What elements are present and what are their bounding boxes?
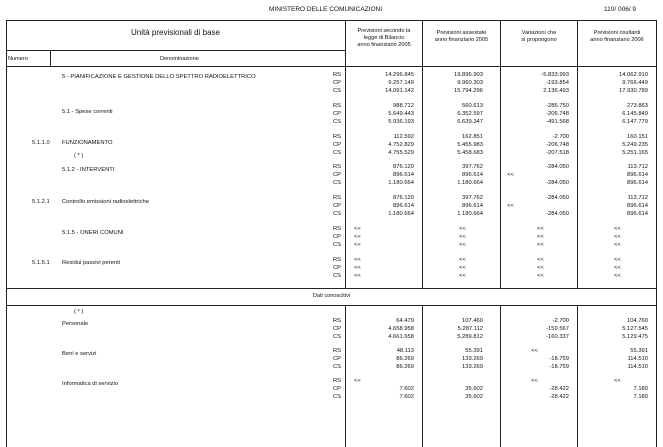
cell: << <box>459 226 466 232</box>
cell: << <box>537 257 544 263</box>
cell: 14.296.845 <box>384 72 414 78</box>
cell: << <box>459 257 466 263</box>
cell: 896.614 <box>627 171 648 178</box>
dati-row-denominazione: Personale <box>62 321 89 327</box>
row-denominazione: 5.1.2 - INTERVENTI <box>62 167 115 173</box>
row-codes <box>333 72 341 96</box>
code-rs: RS <box>333 72 342 78</box>
cell: << <box>531 348 538 354</box>
code-cs: CS <box>333 149 342 156</box>
row-col3 <box>501 103 569 127</box>
cell: << <box>531 378 538 384</box>
row-denominazione: FUNZIONAMENTO <box>62 140 113 146</box>
code-cp: CP <box>333 233 342 240</box>
cell: 896.614 <box>393 171 414 178</box>
cell: 64.479 <box>396 318 414 324</box>
row-col2 <box>423 72 483 96</box>
col3-heading <box>501 30 577 44</box>
dati-section-top-border <box>6 288 657 289</box>
col4-heading-line: anno finanziario 2006 <box>590 37 644 43</box>
cell: << <box>537 233 544 240</box>
cell: 114.510 <box>627 363 648 370</box>
row-col1 <box>346 378 414 402</box>
row-note: ( * ) <box>74 153 84 159</box>
row-denominazione: Controllo emissioni radioelettriche <box>62 199 149 205</box>
code-cs: CS <box>333 393 342 400</box>
cell: -28.422 <box>549 393 569 400</box>
cell: << <box>354 226 361 232</box>
cell: 896.614 <box>627 210 648 217</box>
row-denominazione: 5.1.5 - ONERI COMUNI <box>62 230 124 236</box>
col4-heading <box>578 30 656 44</box>
row-col2 <box>459 226 466 250</box>
row-codes <box>333 378 341 402</box>
col1-heading-line: anno finanziario 2005 <box>357 42 411 48</box>
dati-row-denominazione: Beni e servizi <box>62 351 97 357</box>
cell: -18.759 <box>549 363 569 370</box>
cell: 876.120 <box>393 164 414 170</box>
cell: 114.510 <box>627 355 648 362</box>
cell: 133.269 <box>462 355 483 362</box>
cell: 9.257.149 <box>388 79 414 86</box>
cell: << <box>354 378 361 384</box>
code-rs: RS <box>333 103 342 109</box>
col2-heading <box>423 30 500 44</box>
cell: -284.050 <box>546 164 569 170</box>
cell: -207.518 <box>546 149 569 156</box>
col3-heading-line: si propongono <box>521 37 557 43</box>
row-col4 <box>578 134 648 158</box>
cell: << <box>354 233 361 240</box>
cell: -206.748 <box>546 110 569 117</box>
row-col3 <box>501 72 569 96</box>
cell: 896.614 <box>393 202 414 209</box>
cell: 104.760 <box>627 318 648 324</box>
row-col1 <box>354 257 361 281</box>
row-col2 <box>423 348 483 372</box>
row-col1 <box>346 318 414 342</box>
row-codes <box>333 318 341 342</box>
cell: -2.700 <box>552 134 569 140</box>
cell: 273.863 <box>627 103 648 109</box>
cell: 162.851 <box>462 134 483 140</box>
cell: 2.136.493 <box>543 87 569 94</box>
cell: 113.712 <box>627 195 648 201</box>
col1-heading-line: Previsioni secondo la <box>357 28 411 34</box>
row-col1 <box>354 226 361 250</box>
cell: -193.854 <box>546 79 569 86</box>
cell: 1.180.664 <box>457 210 483 217</box>
code-cp: CP <box>333 385 342 392</box>
cell: 1.180.664 <box>457 179 483 186</box>
code-cp: CP <box>333 110 342 117</box>
cell: 988.712 <box>393 103 414 109</box>
row-codes <box>333 195 341 219</box>
cell: 14.091.142 <box>384 87 414 94</box>
row-codes <box>333 164 341 188</box>
code-cs: CS <box>333 87 342 94</box>
numero-heading: Numero <box>8 56 28 62</box>
cell: -28.422 <box>549 385 569 392</box>
row-col1 <box>346 134 414 158</box>
col2-heading-line: anno finanziario 2005 <box>434 37 489 43</box>
cell: 86.269 <box>396 363 414 370</box>
row-col4 <box>578 195 648 219</box>
cell: << <box>507 171 514 178</box>
row-col1 <box>346 164 414 188</box>
cell: 55.391 <box>465 348 483 354</box>
row-codes <box>333 226 341 250</box>
row-col3 <box>501 134 569 158</box>
cell: 160.151 <box>627 134 648 140</box>
cell: 5.129.475 <box>622 333 648 340</box>
table-top-border <box>6 20 657 21</box>
row-denominazione: 5 - PIANIFICAZIONE E GESTIONE DELLO SPETTRO RADIOELETTRICO <box>62 74 256 80</box>
cell: 9.960.303 <box>457 79 483 86</box>
denominazione-heading: Denominazione <box>160 56 199 62</box>
col3-heading-line: Variazioni che <box>521 30 557 36</box>
cell: 6.352.597 <box>457 110 483 117</box>
dati-note: ( * ) <box>74 309 84 315</box>
cell: -284.050 <box>546 210 569 217</box>
row-col2 <box>423 195 483 219</box>
dati-row-denominazione: Informatica di servizio <box>62 381 119 387</box>
row-col2 <box>423 164 483 188</box>
cell: 896.614 <box>462 171 483 178</box>
row-col2 <box>423 134 483 158</box>
row-col4 <box>578 103 648 127</box>
cell: 6.639.347 <box>457 118 483 125</box>
cell: << <box>614 241 621 248</box>
unita-label: Unità previsionali di base <box>131 28 220 37</box>
cell: << <box>459 241 466 248</box>
row-col4 <box>578 318 648 342</box>
cell: 4.752.829 <box>388 141 414 148</box>
cell: << <box>507 202 514 209</box>
code-rs: RS <box>333 164 342 170</box>
row-col1 <box>346 103 414 127</box>
cell: << <box>354 257 361 263</box>
cell: 6.147.779 <box>622 118 648 125</box>
code-rs: RS <box>333 134 342 140</box>
dati-title: Dati conoscitivi <box>312 293 351 299</box>
dati-section-title-border <box>6 305 657 306</box>
cell: -284.050 <box>546 195 569 201</box>
cell: 7.602 <box>399 393 414 400</box>
row-numero: 5.1.2.1 <box>32 199 50 205</box>
cell: 35.602 <box>465 393 483 400</box>
cell: 113.712 <box>627 164 648 170</box>
cell: 5.289.812 <box>457 333 483 340</box>
row-codes <box>333 103 341 127</box>
code-cs: CS <box>333 118 342 125</box>
code-cs: CS <box>333 363 342 370</box>
col2-heading-line: Previsioni assestate <box>436 30 487 36</box>
cell: 14.062.910 <box>618 72 648 78</box>
cell: 4.755.529 <box>388 149 414 156</box>
cell: 4.658.958 <box>388 325 414 332</box>
header-bottom-border <box>6 66 657 67</box>
cell: 15.794.296 <box>453 87 483 94</box>
cell: << <box>614 264 621 271</box>
cell: 5.249.235 <box>622 141 648 148</box>
row-numero: 5.1.5.1 <box>32 260 50 266</box>
cell: << <box>459 272 466 279</box>
cell: 560.613 <box>462 103 483 109</box>
cell: 397.762 <box>462 195 483 201</box>
row-denominazione: Residui passivi perenti <box>62 260 120 266</box>
code-cp: CP <box>333 264 342 271</box>
cell: << <box>614 257 621 263</box>
cell: 9.766.449 <box>622 79 648 86</box>
code-rs: RS <box>333 318 342 324</box>
code-rs: RS <box>333 257 342 263</box>
row-denominazione: 5.1 - Spese correnti <box>62 109 113 115</box>
code-rs: RS <box>333 226 342 232</box>
code-rs: RS <box>333 195 342 201</box>
cell: 896.614 <box>627 202 648 209</box>
code-cs: CS <box>333 210 342 217</box>
col4-heading-line: Previsioni risultanti <box>593 30 641 36</box>
cell: 48.113 <box>396 348 414 354</box>
code-cs: CS <box>333 272 342 279</box>
cell: 1.180.664 <box>388 179 414 186</box>
cell: 5.287.112 <box>457 325 483 332</box>
row-col3 <box>501 195 569 219</box>
row-col4 <box>578 72 648 96</box>
page-reference: 110/ 006/ 9 <box>604 6 637 13</box>
numero-divider <box>50 50 51 66</box>
table-left-border <box>6 20 7 447</box>
cell: 112.592 <box>393 134 414 140</box>
cell: -286.750 <box>546 103 569 109</box>
cell: 1.180.664 <box>388 210 414 217</box>
cell: 5.649.443 <box>388 110 414 117</box>
code-cs: CS <box>333 241 342 248</box>
row-codes <box>333 257 341 281</box>
row-col1 <box>346 348 414 372</box>
cell: << <box>354 241 361 248</box>
cell: 397.762 <box>462 164 483 170</box>
cell: 86.269 <box>396 355 414 362</box>
row-col2 <box>423 318 483 342</box>
cell: -18.759 <box>549 355 569 362</box>
cell: 876.120 <box>393 195 414 201</box>
row-col3 <box>537 257 544 281</box>
cell: 4.661.658 <box>388 333 414 340</box>
cell: -160.337 <box>546 333 569 340</box>
code-cp: CP <box>333 141 342 148</box>
row-codes <box>333 348 341 372</box>
code-rs: RS <box>333 378 342 384</box>
cell: 5.251.165 <box>622 149 648 156</box>
cell: 19.896.903 <box>453 72 483 78</box>
row-numero: 5.1.1.0 <box>32 140 50 146</box>
cell: 7.180 <box>633 393 648 400</box>
cell: << <box>354 272 361 279</box>
cell: << <box>459 233 466 240</box>
cell: 5.127.545 <box>622 325 648 332</box>
cell: 6.145.849 <box>622 110 648 117</box>
row-codes <box>333 134 341 158</box>
cell: -159.567 <box>546 325 569 332</box>
code-cp: CP <box>333 325 342 332</box>
cell: << <box>614 233 621 240</box>
cell: 896.614 <box>627 179 648 186</box>
row-col2 <box>423 378 483 402</box>
cell: -5.833.993 <box>541 72 569 78</box>
cell: << <box>537 264 544 271</box>
ministry-title: MINISTERO DELLE COMUNICAZIONI <box>269 6 383 13</box>
unita-heading <box>6 28 345 37</box>
cell: -206.748 <box>546 141 569 148</box>
row-col3 <box>501 318 569 342</box>
row-col2 <box>459 257 466 281</box>
cell: << <box>537 272 544 279</box>
code-cs: CS <box>333 179 342 186</box>
cell: 5.455.983 <box>457 141 483 148</box>
row-col2 <box>423 103 483 127</box>
row-col4 <box>578 348 648 372</box>
code-cp: CP <box>333 355 342 362</box>
code-rs: RS <box>333 348 342 354</box>
cell: << <box>614 378 621 384</box>
row-col3 <box>501 378 569 402</box>
row-col4 <box>614 226 621 250</box>
cell: -491.568 <box>546 118 569 125</box>
code-cp: CP <box>333 79 342 86</box>
code-cs: CS <box>333 333 342 340</box>
cell: 107.460 <box>462 318 483 324</box>
cell: 17.930.789 <box>618 87 648 94</box>
cell: << <box>537 226 544 232</box>
row-col3 <box>501 348 569 372</box>
table-right-border <box>656 20 657 447</box>
cell: << <box>614 226 621 232</box>
code-cp: CP <box>333 171 342 178</box>
row-col1 <box>346 72 414 96</box>
cell: 5.936.193 <box>388 118 414 125</box>
col1-heading-line: legge di Bilancio <box>363 35 405 41</box>
cell: -2.700 <box>552 318 569 324</box>
code-cp: CP <box>333 202 342 209</box>
cell: << <box>614 272 621 279</box>
row-col1 <box>346 195 414 219</box>
cell: 55.391 <box>630 348 648 354</box>
cell: 133.269 <box>462 363 483 370</box>
cell: -284.050 <box>546 179 569 186</box>
header-sub-border <box>6 50 345 51</box>
row-col4 <box>578 164 648 188</box>
row-col4 <box>578 378 648 402</box>
row-col3 <box>501 164 569 188</box>
cell: 5.458.683 <box>457 149 483 156</box>
row-col3 <box>537 226 544 250</box>
cell: 35.602 <box>465 385 483 392</box>
col1-heading <box>346 28 422 49</box>
row-col4 <box>614 257 621 281</box>
cell: << <box>537 241 544 248</box>
cell: 7.180 <box>633 385 648 392</box>
cell: << <box>354 264 361 271</box>
cell: << <box>459 264 466 271</box>
cell: 7.602 <box>399 385 414 392</box>
cell: 896.614 <box>462 202 483 209</box>
